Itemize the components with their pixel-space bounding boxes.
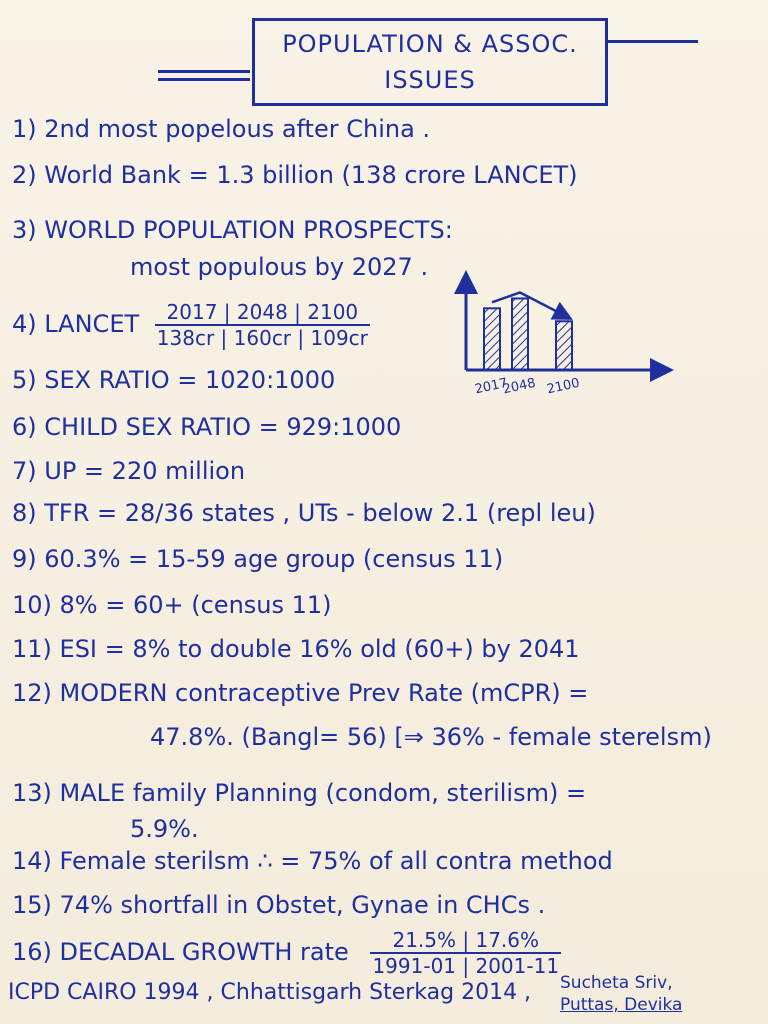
lancet-value-1: 138cr — [156, 326, 215, 350]
item-3-detail: most populous by 2027 . — [130, 253, 429, 281]
item-10: 10) 8% = 60+ (census 11) — [12, 591, 332, 619]
item-8: 8) TFR = 28/36 states , UTs - below 2.1 (repl leu) — [12, 499, 596, 527]
item-12: 12) MODERN contraceptive Prev Rate (mCPR) = — [12, 679, 589, 707]
item-13: 13) MALE family Planning (condom, sterilism) = — [12, 779, 587, 807]
title-decoration-left-2 — [158, 78, 250, 81]
chart-bar-2048 — [512, 298, 528, 370]
chart-tick-label-2100: 2100 — [545, 375, 582, 398]
item-6: 6) CHILD SEX RATIO = 929:1000 — [12, 413, 402, 441]
item-3: 3) WORLD POPULATION PROSPECTS: — [12, 216, 453, 244]
item-15: 15) 74% shortfall in Obstet, Gynae in CHCs . — [12, 891, 546, 919]
item-13-detail: 5.9%. — [130, 815, 199, 843]
footer-references: ICPD CAIRO 1994 , Chhattisgarh Sterkag 2014 , — [8, 980, 532, 1005]
item-1: 1) 2nd most popelous after China . — [12, 115, 431, 143]
item-4 — [12, 300, 370, 350]
decadal-periods-row: 1991-01 | 2001-11 — [372, 954, 560, 978]
lancet-value-3: 109cr — [310, 326, 368, 350]
title-box — [252, 18, 608, 106]
footer-names-line-1: Sucheta Sriv, — [560, 973, 673, 993]
decadal-value-2: 17.6% — [475, 928, 540, 952]
lancet-year-1: 2017 — [166, 300, 218, 324]
item-5: 5) SEX RATIO = 1020:1000 — [12, 366, 336, 394]
title-line-2: ISSUES — [384, 66, 476, 94]
footer-names — [560, 972, 682, 1016]
item-14: 14) Female sterilsm ∴ = 75% of all contra method — [12, 847, 613, 875]
item-12-detail: 47.8%. (Bangl= 56) [⇒ 36% - female sterelsm) — [150, 723, 712, 751]
decadal-values-row: 21.5% | 17.6% — [370, 928, 561, 954]
chart-bars — [484, 292, 572, 370]
lancet-table — [155, 300, 370, 350]
footer-names-line-2: Puttas, Devika — [560, 995, 683, 1015]
chart-bar-2017 — [484, 308, 500, 370]
title-decoration-right — [608, 40, 698, 43]
item-16 — [12, 928, 561, 978]
item-9: 9) 60.3% = 15-59 age group (census 11) — [12, 545, 504, 573]
decadal-period-1: 1991-01 — [372, 954, 457, 978]
item-16-label: 16) DECADAL GROWTH rate — [12, 938, 349, 966]
chart-tick-label-2048: 2048 — [501, 375, 538, 398]
title-decoration-left-1 — [158, 70, 250, 73]
item-7: 7) UP = 220 million — [12, 457, 246, 485]
lancet-year-2: 2048 — [236, 300, 288, 324]
population-bar-chart — [450, 270, 680, 420]
chart-bar-2100 — [556, 321, 572, 370]
lancet-value-2: 160cr — [233, 326, 292, 350]
item-11: 11) ESI = 8% to double 16% old (60+) by 2041 — [12, 635, 580, 663]
decadal-period-2: 2001-11 — [475, 954, 560, 978]
item-4-label: 4) LANCET — [12, 310, 140, 338]
lancet-values-row: 138cr | 160cr | 109cr — [156, 326, 368, 350]
chart-tick-labels — [474, 376, 581, 398]
title-line-1: POPULATION & ASSOC. — [282, 30, 578, 58]
lancet-year-3: 2100 — [307, 300, 359, 324]
chart-tick-label-2017: 2017 — [473, 375, 510, 398]
decadal-table — [370, 928, 561, 978]
lancet-years-row: 2017 | 2048 | 2100 — [155, 300, 370, 326]
item-2: 2) World Bank = 1.3 billion (138 crore LANCET) — [12, 161, 578, 189]
decadal-value-1: 21.5% — [392, 928, 457, 952]
